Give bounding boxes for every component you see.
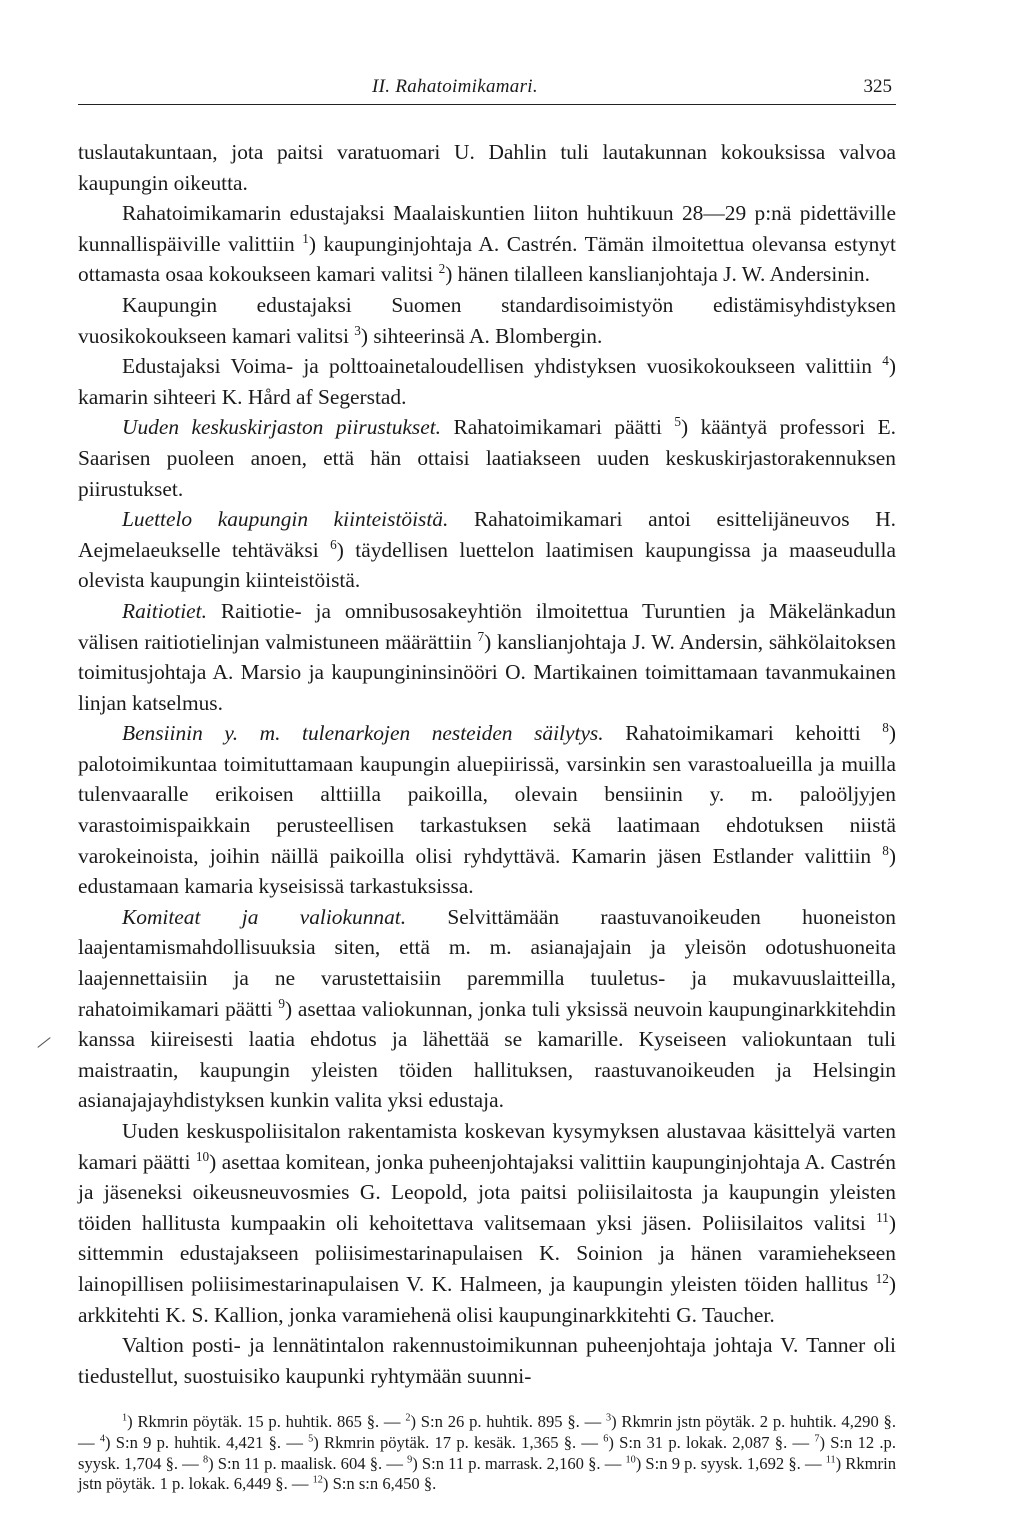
text-run: ) edustamaan kamaria kyseisissä tarkastuksissa. bbox=[78, 843, 896, 899]
paragraph bbox=[78, 596, 896, 718]
footnote-ref: 1 bbox=[302, 230, 309, 246]
text-run: Kaupungin edustajaksi Suomen standardisoimistyön edistämisyhdistyksen vuosikokoukseen kamari valitsi bbox=[78, 292, 896, 348]
paragraph bbox=[78, 1330, 896, 1391]
text-run: ) Rkmrin jstn pöytäk. 2 p. huhtik. 4,290 §. — bbox=[78, 1412, 896, 1452]
body-text bbox=[78, 137, 896, 1391]
footnote-ref: 3 bbox=[605, 1412, 612, 1424]
text-run: ) arkkitehti K. S. Kallion, jonka varamiehenä olisi kaupunginarkkitehti G. Taucher. bbox=[78, 1271, 896, 1327]
footnote-ref: 3 bbox=[354, 322, 361, 338]
paragraph bbox=[78, 137, 896, 198]
text-run: Uuden keskuspoliisitalon rakentamista koskevan kysymyksen alustavaa käsittelyä varten kamari päätti bbox=[78, 1119, 896, 1174]
text-run: ) kääntyä professori E. Saarisen puoleen anoen, että hän ottaisi laatiakseen uuden keskuskirjastorakennuksen piirustukset. bbox=[78, 415, 896, 501]
text-run: Raitiotie- ja omnibusosakeyhtiön ilmoitettua Turuntien ja Mäkelänkadun välisen raitiotielinjan valmistuneen määrättiin bbox=[78, 598, 896, 654]
text-run: Edustajaksi Voima- ja polttoainetaloudellisen yhdistyksen vuosikokoukseen valittiin bbox=[122, 354, 883, 379]
text-run: ) asettaa valiokunnan, jonka tuli yksissä neuvoin kaupunginarkkitehdin kanssa kiireisesti laatia ehdotus ja lähettää se kamarille. Kyseiseen valiokuntaan tuli maistraatin, kaupungin yleisten töiden hallituksen, raastuvanoikeuden ja Helsingin asianajajayhdistyksen kunkin valita yksi edustaja. bbox=[78, 996, 896, 1113]
paragraph bbox=[78, 198, 896, 290]
footnote-ref: 10 bbox=[625, 1454, 636, 1465]
paragraph bbox=[78, 718, 896, 902]
text-run: ) Rkmrin pöytäk. 17 p. kesäk. 1,365 §. — bbox=[313, 1432, 604, 1452]
text-run: Rahatoimikamari päätti bbox=[441, 415, 675, 440]
footnote-ref: 4 bbox=[99, 1433, 105, 1445]
document-page bbox=[78, 70, 896, 1495]
text-run: ) Rkmrin pöytäk. 15 p. huhtik. 865 §. — bbox=[127, 1412, 406, 1432]
header-title: II. Rahatoimikamari. bbox=[372, 76, 538, 97]
text-run: ) kanslianjohtaja J. W. Andersin, sähkölaitoksen toimitusjohtaja A. Marsio ja kaupungininsinööri O. Martikainen toimittamaan tavanmukainen linjan katselmus. bbox=[78, 629, 897, 715]
footnote-ref: 6 bbox=[330, 536, 337, 552]
paragraph bbox=[78, 290, 896, 351]
footnote-ref: 7 bbox=[477, 628, 485, 644]
text-run: ) asettaa komitean, jonka puheenjohtajaksi valittiin kaupunginjohtaja A. Castrén ja jäseneksi oikeusneuvosmies G. Leopold, jota paitsi poliisilaitosta ja kaupungin yleisten töiden hallitusta kumpaakin oli kehoitettava valitsemaan yksi jäsen. Poliisilaitos valitsi bbox=[78, 1149, 896, 1235]
text-run: ) sittemmin edustajakseen poliisimestarinapulaisen K. Soinion ja hänen varamiehekseen lainopillisen poliisimestarinapulaisen V. K. Halmeen, ja kaupungin yleisten töiden hallitus bbox=[78, 1210, 896, 1296]
footnote-ref: 9 bbox=[407, 1454, 413, 1465]
paragraph bbox=[78, 1116, 896, 1330]
footnote-ref: 11 bbox=[825, 1454, 836, 1465]
footnote-ref: 6 bbox=[603, 1433, 609, 1445]
text-run: ) S:n 12 .p. syysk. 1,704 §. — bbox=[78, 1432, 896, 1473]
text-run: ) S:n 11 p. marrask. 2,160 §. — bbox=[412, 1453, 626, 1473]
footnote-ref: 7 bbox=[814, 1433, 820, 1445]
text-run: ) S:n 9 p. syysk. 1,692 §. — bbox=[635, 1453, 826, 1473]
footnote-ref: 1 bbox=[122, 1412, 128, 1424]
section-heading: Komiteat ja valiokunnat. bbox=[122, 904, 407, 929]
footnote-ref: 2 bbox=[405, 1412, 411, 1424]
text-run: tuslautakuntaan, jota paitsi varatuomari U. Dahlin tuli lautakunnan kokouksissa valvoa kaupungin oikeutta. bbox=[78, 140, 896, 195]
footnote-ref: 9 bbox=[278, 995, 285, 1011]
text-run: ) palotoimikuntaa toimituttamaan kaupungin aluepiirissä, varsinkin sen varastoalueilla ja muilla tulenvaaralle erikoisen alttiilla paikoilla, olevain bensiinin y. m. paloöljyjen varastoimispaikkain perusteellisen tarkastuksen sekä laatimaan ehdotuksen niistä varokeinoista, joihin näillä paikoilla olisi ryhdyttävä. Kamarin jäsen Estlander valittiin bbox=[78, 721, 896, 868]
footnote-ref: 10 bbox=[195, 1148, 210, 1164]
text-run: ) S:n 31 p. lokak. 2,087 §. — bbox=[608, 1432, 815, 1452]
footnote-ref: 8 bbox=[882, 842, 889, 858]
paragraph bbox=[78, 504, 896, 596]
text-run: Rahatoimikamari antoi esittelijäneuvos H. Aejmelaeukselle tehtäväksi bbox=[78, 507, 896, 562]
section-heading: Uuden keskuskirjaston piirustukset. bbox=[122, 415, 441, 440]
footnote-ref: 11 bbox=[876, 1209, 889, 1225]
text-run: ) S:n 9 p. huhtik. 4,421 §. — bbox=[104, 1432, 309, 1452]
text-run: ) Rkmrin jstn pöytäk. 1 p. lokak. 6,449 §. — bbox=[78, 1453, 896, 1494]
text-run: ) kamarin sihteeri K. Hård af Segerstad. bbox=[78, 354, 896, 409]
footnote-ref: 8 bbox=[202, 1454, 209, 1465]
text-run: ) S:n s:n 6,450 §. bbox=[322, 1474, 437, 1494]
running-header bbox=[78, 70, 896, 105]
footnote-ref: 12 bbox=[875, 1270, 889, 1286]
footnote-block bbox=[78, 1412, 896, 1494]
text-run: ) kaupunginjohtaja A. Castrén. Tämän ilmoitettua olevansa estynyt ottamasta osaa kokoukseen kamari valitsi bbox=[78, 231, 896, 287]
text-run: Valtion posti- ja lennätintalon rakennustoimikunnan puheenjohtaja johtaja V. Tanner oli tiedustellut, suostuisiko kaupunki ryhtymään suunni- bbox=[78, 1333, 896, 1388]
text-run: Rahatoimikamari kehoitti bbox=[603, 721, 883, 746]
footnote-ref: 8 bbox=[882, 720, 889, 736]
footnote-ref: 5 bbox=[674, 414, 682, 430]
text-run: Rahatoimikamarin edustajaksi Maalaiskuntien liiton huhtikuun 28—29 p:nä pidettäville kunnallispäiville valittiin bbox=[78, 201, 896, 256]
section-heading: Luettelo kaupungin kiinteistöistä. bbox=[122, 507, 449, 532]
footnotes bbox=[78, 1412, 896, 1494]
text-run: ) S:n 11 p. maalisk. 604 §. — bbox=[208, 1453, 408, 1473]
text-run: ) S:n 26 p. huhtik. 895 §. — bbox=[410, 1412, 606, 1432]
footnote-ref: 5 bbox=[308, 1433, 314, 1445]
text-run: ) täydellisen luettelon laatimisen kaupungissa ja maaseudulla olevista kaupungin kiinteistöistä. bbox=[78, 537, 896, 593]
text-run: Selvittämään raastuvanoikeuden huoneiston laajentamismahdollisuuksia siten, että m. m. asianajajain ja yleisön odotushuoneita laajennettaisiin ja ne varustettaisiin paremmilla tuuletus- ja mukavuuslaitteilla, rahatoimikamari päätti bbox=[78, 904, 896, 1021]
footnote-ref: 12 bbox=[312, 1474, 323, 1486]
page-number: 325 bbox=[863, 76, 892, 97]
section-heading: Raitiotiet. bbox=[122, 598, 207, 623]
paragraph bbox=[78, 351, 896, 412]
footnote-ref: 4 bbox=[882, 353, 889, 369]
text-run: ) sihteerinsä A. Blombergin. bbox=[360, 323, 603, 348]
paragraph bbox=[78, 902, 896, 1116]
margin-pencil-mark bbox=[37, 1037, 50, 1048]
footnote-ref: 2 bbox=[438, 261, 446, 277]
paragraph bbox=[78, 412, 896, 504]
text-run: ) hänen tilalleen kanslianjohtaja J. W. Andersinin. bbox=[445, 262, 870, 287]
section-heading: Bensiinin y. m. tulenarkojen nesteiden säilytys. bbox=[122, 721, 604, 746]
